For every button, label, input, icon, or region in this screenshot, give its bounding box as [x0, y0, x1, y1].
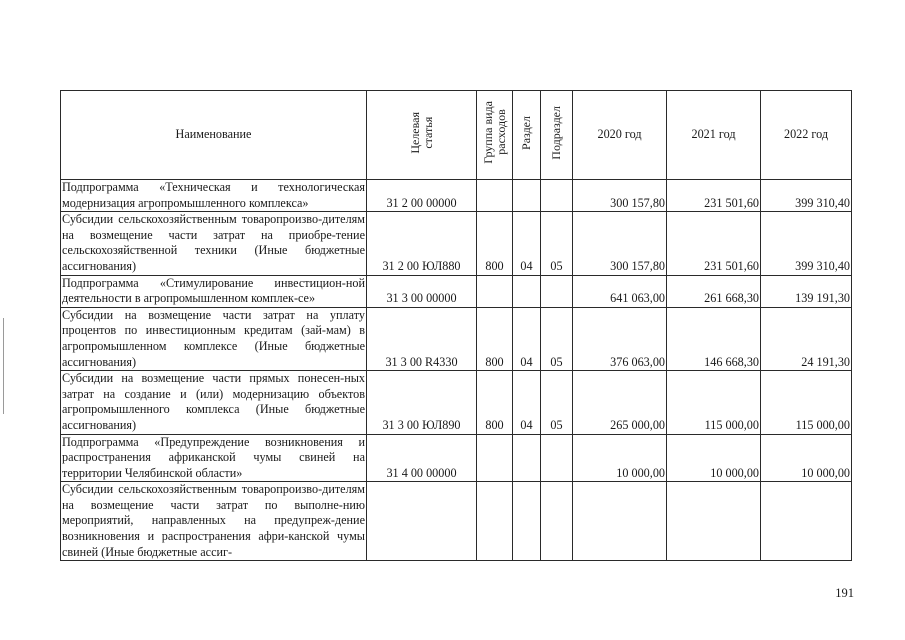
row-section: 04	[513, 307, 541, 370]
row-target: 31 4 00 00000	[367, 434, 477, 482]
table-row	[61, 180, 852, 212]
row-2020: 265 000,00	[573, 371, 667, 434]
row-target: 31 2 00 ЮЛ880	[367, 212, 477, 275]
row-section	[513, 434, 541, 482]
header-2020: 2020 год	[573, 91, 667, 180]
row-2020: 10 000,00	[573, 434, 667, 482]
row-2022: 10 000,00	[761, 434, 852, 482]
row-2021: 231 501,60	[667, 212, 761, 275]
row-2021: 231 501,60	[667, 180, 761, 212]
row-group	[477, 482, 513, 561]
row-2022: 139 191,30	[761, 275, 852, 307]
header-target	[367, 91, 477, 180]
row-subsection: 05	[541, 371, 573, 434]
row-group	[477, 434, 513, 482]
row-2020: 641 063,00	[573, 275, 667, 307]
row-2021: 146 668,30	[667, 307, 761, 370]
table-body	[61, 180, 852, 561]
row-2020: 300 157,80	[573, 180, 667, 212]
row-section: 04	[513, 371, 541, 434]
row-name: Субсидии на возмещение части прямых понесен-ных затрат на создание и (или) модернизацию объектов агропромышленного комплекса (Иные бюджетные ассигнования)	[61, 371, 367, 434]
table-row	[61, 371, 852, 434]
row-subsection: 05	[541, 307, 573, 370]
row-subsection	[541, 275, 573, 307]
header-target-label: Целевая статья	[407, 111, 435, 154]
header-2021: 2021 год	[667, 91, 761, 180]
row-target: 31 3 00 00000	[367, 275, 477, 307]
row-name: Субсидии на возмещение части затрат на уплату процентов по инвестиционным кредитам (зай-мам) в агропромышленном комплексе (Иные бюджетные ассигнования)	[61, 307, 367, 370]
row-target: 31 3 00 ЮЛ890	[367, 371, 477, 434]
row-2022	[761, 482, 852, 561]
row-2021: 261 668,30	[667, 275, 761, 307]
row-name: Подпрограмма «Предупреждение возникновения и распространения африканской чумы свиней на территории Челябинской области»	[61, 434, 367, 482]
scan-edge-mark	[3, 318, 4, 414]
row-name: Подпрограмма «Техническая и технологическая модернизация агропромышленного комплекса»	[61, 180, 367, 212]
row-section	[513, 275, 541, 307]
table-row	[61, 482, 852, 561]
row-2020: 376 063,00	[573, 307, 667, 370]
row-group: 800	[477, 371, 513, 434]
row-2020: 300 157,80	[573, 212, 667, 275]
row-subsection: 05	[541, 212, 573, 275]
table-row	[61, 275, 852, 307]
row-subsection	[541, 482, 573, 561]
header-2022: 2022 год	[761, 91, 852, 180]
row-name: Субсидии сельскохозяйственным товаропроизво-дителям на возмещение части затрат по выполне-нию мероприятий, направленных на предупреж-дение возникновения и распространения афри-канской чумы свиней (Иные бюджетные ассиг-	[61, 482, 367, 561]
row-group: 800	[477, 212, 513, 275]
budget-table	[60, 90, 852, 561]
row-group: 800	[477, 307, 513, 370]
header-section	[513, 91, 541, 180]
header-group-label: Группа вида расходов	[480, 101, 508, 165]
row-2021: 115 000,00	[667, 371, 761, 434]
row-target	[367, 482, 477, 561]
row-section	[513, 180, 541, 212]
row-target: 31 3 00 R4330	[367, 307, 477, 370]
row-section: 04	[513, 212, 541, 275]
table-row	[61, 212, 852, 275]
row-2022: 24 191,30	[761, 307, 852, 370]
header-group	[477, 91, 513, 180]
row-section	[513, 482, 541, 561]
row-2022: 115 000,00	[761, 371, 852, 434]
page-number: 191	[835, 586, 854, 600]
header-section-label: Раздел	[519, 115, 533, 150]
table-header	[61, 91, 852, 180]
table-row	[61, 434, 852, 482]
row-subsection	[541, 180, 573, 212]
row-name: Подпрограмма «Стимулирование инвестицион-ной деятельности в агропромышленном комплек-се»	[61, 275, 367, 307]
row-2021	[667, 482, 761, 561]
row-subsection	[541, 434, 573, 482]
row-2022: 399 310,40	[761, 212, 852, 275]
table-row	[61, 307, 852, 370]
row-2020	[573, 482, 667, 561]
row-target: 31 2 00 00000	[367, 180, 477, 212]
row-group	[477, 180, 513, 212]
header-subsection	[541, 91, 573, 180]
header-row	[61, 91, 852, 180]
row-2021: 10 000,00	[667, 434, 761, 482]
header-subsection-label: Подраздел	[549, 105, 563, 160]
row-2022: 399 310,40	[761, 180, 852, 212]
row-group	[477, 275, 513, 307]
row-name: Субсидии сельскохозяйственным товаропроизво-дителям на возмещение части затрат на приобре-тение сельскохозяйственной техники (Иные бюджетные ассигнования)	[61, 212, 367, 275]
header-name: Наименование	[61, 91, 367, 180]
